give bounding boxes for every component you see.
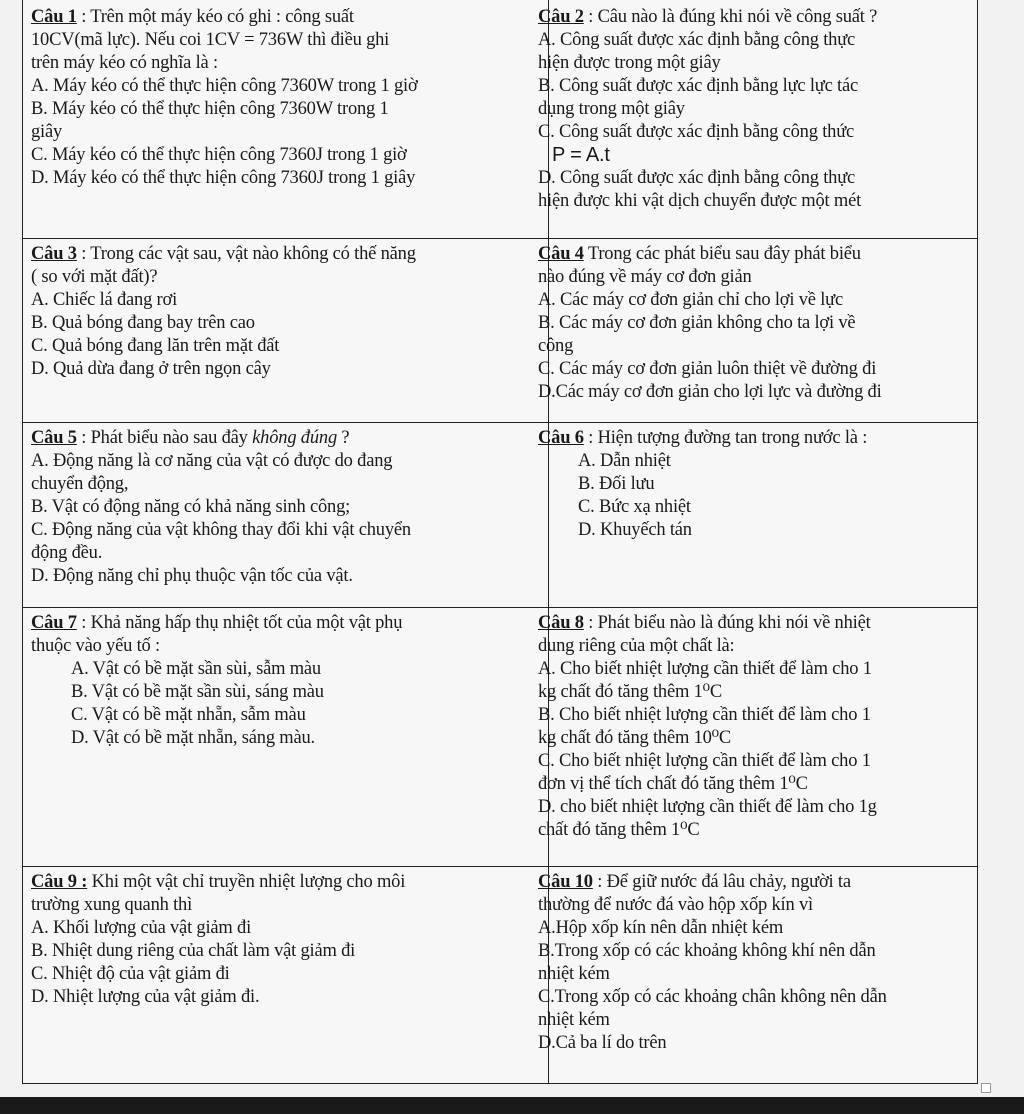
question-9-cell — [31, 871, 546, 1009]
question-table — [22, 0, 978, 1084]
answer-option-c: C. Các máy cơ đơn giản luôn thiệt về đường đi — [538, 359, 877, 379]
question-10-cell — [538, 871, 978, 1055]
answer-option-b: B. Công suất được xác định bằng lực lực tác — [538, 76, 858, 96]
question-text: : Phát biểu nào sau đây — [81, 428, 248, 448]
question-6-cell — [538, 427, 978, 542]
answer-option-a: A. Dẫn nhiệt — [578, 451, 671, 471]
answer-option-a: A. Cho biết nhiệt lượng cần thiết để làm cho 1 — [538, 659, 872, 679]
answer-option-d: D.Cả ba lí do trên — [538, 1033, 667, 1053]
answer-option-a: A. Vật có bề mặt sần sùi, sẫm màu — [71, 659, 321, 679]
question-text: Trong các phát biểu sau đây phát biểu — [587, 244, 861, 264]
formula: P = A.t — [552, 144, 610, 166]
row-divider — [23, 238, 977, 239]
answer-option-b: B. Vật có động năng có khả năng sinh công; — [31, 497, 351, 517]
answer-option-c-cont: đơn vị thể tích chất đó tăng thêm 1⁰C — [538, 774, 808, 794]
answer-option-a-cont: kg chất đó tăng thêm 1⁰C — [538, 682, 722, 702]
answer-option-c-cont: nhiệt kém — [538, 1010, 610, 1030]
answer-option-c: C. Cho biết nhiệt lượng cần thiết để làm cho 1 — [538, 751, 871, 771]
question-text: : Trong các vật sau, vật nào không có thế năng — [81, 244, 416, 264]
question-title: Câu 8 — [538, 613, 584, 633]
question-text: : Trên một máy kéo có ghi : công suất — [81, 7, 354, 27]
answer-option-d: D. Quả dừa đang ở trên ngọn cây — [31, 359, 271, 379]
question-text: dung riêng của một chất là: — [538, 636, 735, 656]
answer-option-b: B. Cho biết nhiệt lượng cần thiết để làm cho 1 — [538, 705, 871, 725]
question-text: Khi một vật chỉ truyền nhiệt lượng cho môi — [91, 872, 406, 892]
emphasis-text: không đúng — [252, 428, 337, 448]
answer-option-a-cont: hiện được trong một giây — [538, 53, 721, 73]
answer-option-c: C.Trong xốp có các khoảng chân không nên dẫn — [538, 987, 887, 1007]
answer-option-a: A. Động năng là cơ năng của vật có được do đang — [31, 451, 393, 471]
answer-option-c: C. Động năng của vật không thay đổi khi vật chuyển — [31, 520, 411, 540]
answer-option-c: C. Bức xạ nhiệt — [578, 497, 691, 517]
question-title: Câu 7 — [31, 613, 77, 633]
answer-option-a: A. Khối lượng của vật giảm đi — [31, 918, 252, 938]
answer-option-d: D. Động năng chỉ phụ thuộc vận tốc của vật. — [31, 566, 353, 586]
question-title: Câu 3 — [31, 244, 77, 264]
question-5-cell: Câu 5 : Phát biểu nào sau đây không đúng ? A. Động năng là cơ năng của vật có được do đang chuyển động, B. Vật có động năng có khả năng sinh công; C. Động năng của vật không thay đổi khi vật chuyển động đều. D. Động năng chỉ phụ thuộc vận tốc của vật. — [31, 427, 546, 588]
answer-option-b: B. Vật có bề mặt sần sùi, sáng màu — [71, 682, 324, 702]
answer-option-b: B. Máy kéo có thể thực hiện công 7360W trong 1 — [31, 99, 389, 119]
question-title: Câu 10 — [538, 872, 593, 892]
answer-option-b-cont: nhiệt kém — [538, 964, 610, 984]
answer-option-c: C. Máy kéo có thể thực hiện công 7360J trong 1 giờ — [31, 145, 407, 165]
answer-option-d: D. cho biết nhiệt lượng cần thiết để làm cho 1g — [538, 797, 877, 817]
answer-option-b: B. Đối lưu — [578, 474, 655, 494]
row-divider — [23, 607, 977, 608]
answer-option-c: C. Quả bóng đang lăn trên mặt đất — [31, 336, 280, 356]
question-text: nào đúng về máy cơ đơn giản — [538, 267, 752, 287]
question-text: ( so với mặt đất)? — [31, 267, 158, 287]
question-title: Câu 1 — [31, 7, 77, 27]
question-text: : Câu nào là đúng khi nói về công suất ? — [588, 7, 878, 27]
question-text: : Khả năng hấp thụ nhiệt tốt của một vật phụ — [81, 613, 403, 633]
question-7-cell — [31, 612, 546, 750]
row-divider — [23, 866, 977, 867]
question-2-cell — [538, 6, 978, 213]
question-8-cell — [538, 612, 978, 842]
question-3-cell — [31, 243, 546, 381]
answer-option-d: D. Nhiệt lượng của vật giảm đi. — [31, 987, 260, 1007]
question-text: thường để nước đá vào hộp xốp kín vì — [538, 895, 813, 915]
question-title: Câu 9 : — [31, 872, 88, 892]
answer-option-b-cont: công — [538, 336, 574, 356]
bottom-border-band — [0, 1097, 1024, 1114]
answer-option-c-cont: động đều. — [31, 543, 103, 563]
question-text: 10CV(mã lực). Nếu coi 1CV = 736W thì điều ghi — [31, 30, 390, 50]
answer-option-b-cont: giây — [31, 122, 63, 142]
question-title: Câu 4 — [538, 244, 584, 264]
question-text: : Để giữ nước đá lâu chảy, người ta — [597, 872, 851, 892]
answer-option-d-cont: hiện được khi vật dịch chuyển được một mét — [538, 191, 862, 211]
question-text: trên máy kéo có nghĩa là : — [31, 53, 218, 73]
question-1-cell — [31, 6, 546, 190]
answer-option-b: B.Trong xốp có các khoảng không khí nên dẫn — [538, 941, 876, 961]
answer-option-c: C. Nhiệt độ của vật giảm đi — [31, 964, 230, 984]
question-text: thuộc vào yếu tố : — [31, 636, 160, 656]
answer-option-d: D. Máy kéo có thể thực hiện công 7360J trong 1 giây — [31, 168, 416, 188]
answer-option-d: D. Khuyếch tán — [578, 520, 692, 540]
answer-option-d: D. Công suất được xác định bằng công thực — [538, 168, 856, 188]
answer-option-a: A. Máy kéo có thể thực hiện công 7360W trong 1 giờ — [31, 76, 418, 96]
answer-option-a: A.Hộp xốp kín nên dẫn nhiệt kém — [538, 918, 784, 938]
answer-option-d: D. Vật có bề mặt nhẵn, sáng màu. — [71, 728, 315, 748]
question-4-cell — [538, 243, 978, 404]
answer-option-c: C. Công suất được xác định bằng công thức — [538, 122, 855, 142]
answer-option-b: B. Nhiệt dung riêng của chất làm vật giảm đi — [31, 941, 356, 961]
answer-option-a: A. Chiếc lá đang rơi — [31, 290, 178, 310]
answer-option-b-cont: kg chất đó tăng thêm 10⁰C — [538, 728, 732, 748]
answer-option-a-cont: chuyển động, — [31, 474, 129, 494]
question-title: Câu 2 — [538, 7, 584, 27]
answer-option-a: A. Các máy cơ đơn giản chỉ cho lợi về lực — [538, 290, 843, 310]
answer-option-c: C. Vật có bề mặt nhẵn, sẫm màu — [71, 705, 306, 725]
question-text: : Phát biểu nào là đúng khi nói về nhiệt — [588, 613, 871, 633]
page-corner-marker — [981, 1083, 991, 1093]
answer-option-d-cont: chất đó tăng thêm 1⁰C — [538, 820, 700, 840]
question-text: : Hiện tượng đường tan trong nước là : — [588, 428, 868, 448]
answer-option-b: B. Các máy cơ đơn giản không cho ta lợi về — [538, 313, 856, 333]
answer-option-d: D.Các máy cơ đơn giản cho lợi lực và đường đi — [538, 382, 882, 402]
answer-option-b-cont: dụng trong một giây — [538, 99, 685, 119]
row-divider — [23, 422, 977, 423]
question-title: Câu 5 — [31, 428, 77, 448]
answer-option-b: B. Quả bóng đang bay trên cao — [31, 313, 255, 333]
answer-option-a: A. Công suất được xác định bằng công thực — [538, 30, 856, 50]
question-text: trường xung quanh thì — [31, 895, 193, 915]
question-title: Câu 6 — [538, 428, 584, 448]
